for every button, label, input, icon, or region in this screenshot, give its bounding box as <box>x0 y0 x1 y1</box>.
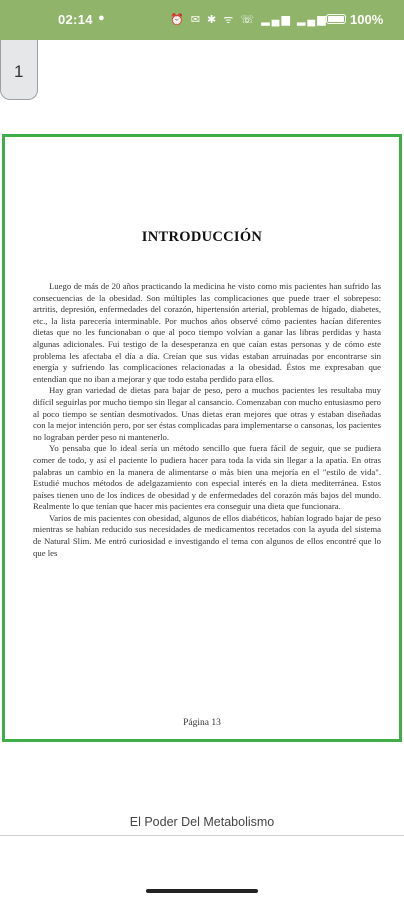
page-footer: Página 13 <box>183 718 221 728</box>
status-time: 02:14 <box>58 12 93 27</box>
paragraph: Hay gran variedad de dietas para bajar de peso, pero a muchos pacientes les resultaba muy difícil seguirlas por mucho tiempo sin llegar al cansancio. Comenzaban con mucho entusiasmo pero al poco tiempo se sentían desmotivados. Unas dietas eran mejores que otras y estaban diseñadas con la mejor intención pero, por ser éstas complicadas para implementarse o cansonas, los pacientes no lograban perder peso ni mantenerlo. <box>33 385 381 442</box>
document-body <box>33 281 381 559</box>
system-status-icons: ⏰ ✉ ✱ ᯤ ☏ ▂▄▆ ▂▄▆ <box>170 14 328 26</box>
chapter-title: INTRODUCCIÓN <box>141 229 263 245</box>
paragraph: Luego de más de 20 años practicando la medicina he visto como mis pacientes han sufrido las consecuencias de la obesidad. Son múltiples las complicaciones que puede traer el sobrepeso: artritis, depresión, enfermedades del corazón, hipertensión arterial, problemas de hígado, diabetes, etc., la lista parecería interminable. Por muchos años observé cómo pacientes hacían diferentes dietas que no les funcionaban o que al poco tiempo volvían a ganar las libras perdidas y hasta algunas adicionales. Fui testigo de la desesperanza en que caían estas personas y de cómo este problema les afectaba el día a día. Creían que sus vidas estaban arruinadas por encontrarse sin energía y sufriendo las complicaciones relacionadas a la obesidad. Éstos me expresaban que entendían que no iban a mejorar y que todo estaba perdido para ellos. <box>33 281 381 384</box>
document-page <box>2 134 402 742</box>
battery-percentage: 100% <box>350 12 384 27</box>
book-title: El Poder Del Metabolismo <box>129 815 275 829</box>
battery-icon <box>326 14 346 24</box>
chat-bubble-icon: ● <box>98 12 105 24</box>
gesture-nav-handle[interactable] <box>146 889 258 893</box>
divider <box>0 835 404 836</box>
paragraph: Varios de mis pacientes con obesidad, algunos de ellos diabéticos, habían logrado bajar de peso mientras se habían reducido sus necesidades de medicamentos recetados con la ayuda del sistema de Natural Slim. Me entró curiosidad e investigando el tema con algunos de ellos encontré que lo que les <box>33 512 381 558</box>
page-number-tab[interactable] <box>0 40 38 100</box>
status-bar <box>0 0 404 40</box>
page-number-label: 1 <box>14 62 24 81</box>
paragraph: Yo pensaba que lo ideal sería un método sencillo que fuera fácil de seguir, que se pudiera comer de todo, y así el paciente lo pudiera hacer para toda la vida sin llegar a la apatía. En otras palabras un cambio en la manera de alimentarse o más bien una mejoría en el "estilo de vida". Estudié muchos métodos de adelgazamiento con especial interés en la dieta mediterránea. Estos países tienen uno de los índices de obesidad y de enfermedades del corazón más bajos del mundo. Realmente lo que tenían que hacer mis pacientes era conseguir una dieta que funcionara. <box>33 443 381 512</box>
